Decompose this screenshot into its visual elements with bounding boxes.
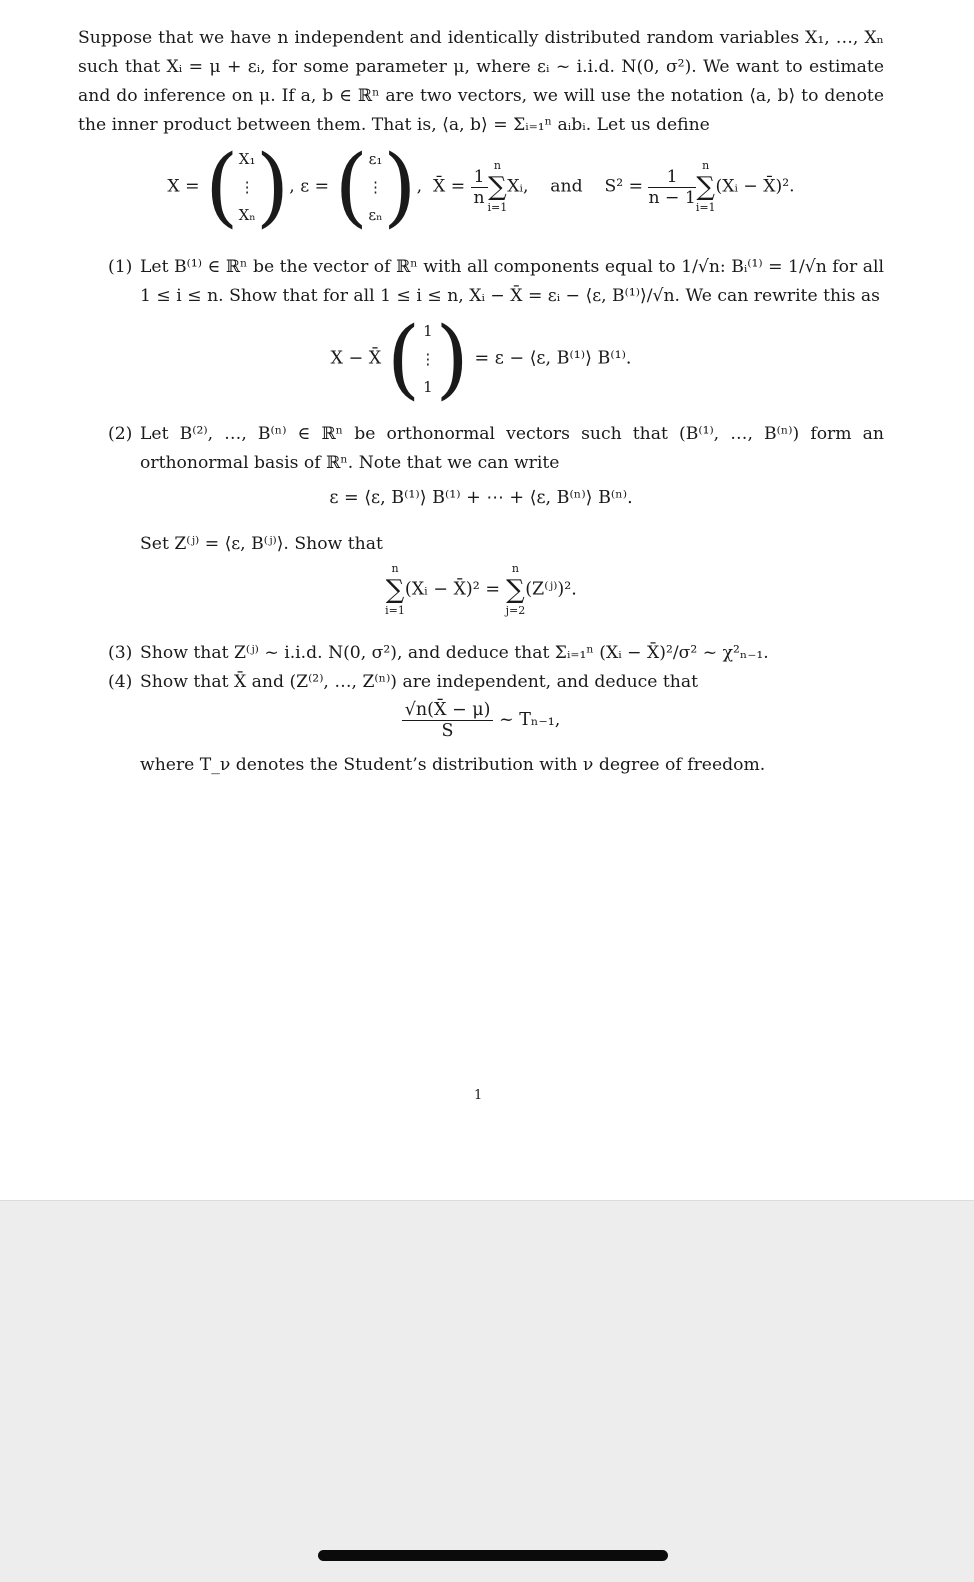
- question-4-where-text: where T_ν denotes the Student’s distribution with ν degree of freedom.: [140, 755, 766, 775]
- q1-eq-lhs: X − X̄: [330, 348, 382, 369]
- question-4-text: Show that X̄ and (Z⁽²⁾, …, Z⁽ⁿ⁾) are independent, and deduce that: [140, 672, 699, 692]
- sum-i: n ∑ i=1: [385, 562, 405, 617]
- eps-vector: [368, 145, 383, 229]
- question-3-number: (3): [108, 643, 133, 663]
- question-2-number: (2): [108, 424, 133, 444]
- s2-term: (Xᵢ − X̄)².: [715, 176, 795, 197]
- question-4-where: [108, 751, 884, 780]
- left-paren: (: [205, 137, 239, 237]
- question-1-text: Let B⁽¹⁾ ∈ ℝⁿ be the vector of ℝⁿ with all components equal to 1/√n: Bᵢ⁽¹⁾ = 1/√n for all 1 ≤ i ≤ n. Show that for all 1 ≤ i ≤ n, Xᵢ − X̄ = εᵢ − ⟨ε, B⁽¹⁾⟩/√n. We can rewrite this as: [140, 257, 884, 306]
- question-4-equation: [78, 700, 884, 741]
- x-vector-bottom: Xₙ: [238, 206, 256, 224]
- sum-i-term: (Xᵢ − X̄)² =: [404, 579, 500, 600]
- question-1-number: (1): [108, 257, 133, 277]
- question-2-set: [108, 530, 884, 559]
- question-2-basis-equation: ε = ⟨ε, B⁽¹⁾⟩ B⁽¹⁾ + ⋯ + ⟨ε, B⁽ⁿ⁾⟩ B⁽ⁿ⁾.: [329, 488, 633, 508]
- question-2-text: Let B⁽²⁾, …, B⁽ⁿ⁾ ∈ ℝⁿ be orthonormal vectors such that (B⁽¹⁾, …, B⁽ⁿ⁾) form an orthonormal basis of ℝⁿ. Note that we can write: [140, 424, 884, 473]
- eps-vector-dots: ⋮: [368, 178, 384, 196]
- intro-paragraph: Suppose that we have n independent and identically distributed random variables X₁, …, Xₙ such that Xᵢ = μ + εᵢ, for some parameter μ, where εᵢ ~ i.i.d. N(0, σ²). We want to estimate and do inference on μ. If a, b ∈ ℝⁿ are two vectors, we will use the notation ⟨a, b⟩ to denote the inner product between them. That is, ⟨a, b⟩ = Σᵢ₌₁ⁿ aᵢbᵢ. Let us define: [78, 28, 884, 135]
- left-paren: (: [334, 137, 369, 237]
- sum-j-term: (Z⁽ʲ⁾)².: [525, 579, 577, 600]
- def-xbar-lhs: X̄ =: [433, 176, 466, 197]
- question-3-text: Show that Z⁽ʲ⁾ ~ i.i.d. N(0, σ²), and deduce that Σᵢ₌₁ⁿ (Xᵢ − X̄)²/σ² ~ χ²ₙ₋₁.: [140, 643, 769, 663]
- definitions-equation: X = (X₁ ⋮ Xₙ), ε = (ε₁ ⋮ εₙ), X̄ = $\frac{1}{n}$ n ∑ i=1 Xᵢ, and S² = $\frac{1}{n - 1}$ n ∑ i=1 (Xᵢ − X̄)².: [167, 137, 795, 237]
- x-vector-top: X₁: [238, 150, 256, 168]
- eps-vector-top: ε₁: [368, 150, 383, 168]
- sum-j: n ∑ j=2: [505, 562, 526, 617]
- x-vector-dots: ⋮: [239, 178, 255, 196]
- viewer-background: [0, 1200, 974, 1582]
- left-paren: (: [386, 309, 421, 409]
- page-number: 1: [474, 1088, 483, 1103]
- document-content: [78, 24, 884, 775]
- xbar-fraction: $\frac{1}{n}$: [471, 167, 488, 208]
- def-x-lhs: X =: [167, 176, 200, 197]
- question-2: [108, 420, 884, 478]
- question-2-set-text: Set Z⁽ʲ⁾ = ⟨ε, B⁽ʲ⁾⟩. Show that: [140, 534, 383, 554]
- question-4: [108, 668, 884, 697]
- question-3: [108, 639, 884, 668]
- xbar-term: Xᵢ,: [507, 176, 529, 197]
- q1-eq-rhs: = ε − ⟨ε, B⁽¹⁾⟩ B⁽¹⁾.: [474, 348, 632, 369]
- right-paren: ): [383, 137, 417, 237]
- question-2-sum-equation: [78, 562, 884, 618]
- xbar-sum: n ∑ i=1: [487, 159, 508, 214]
- s2-fraction: $\frac{1}{n - 1}$: [648, 166, 696, 208]
- t-distribution: ~ Tₙ₋₁,: [498, 710, 561, 730]
- eps-vector-bottom: εₙ: [368, 206, 383, 224]
- ones-vector: 1 ⋮ 1: [420, 322, 436, 396]
- and-word: and: [550, 176, 583, 197]
- question-1: [108, 253, 884, 311]
- question-1-equation: [78, 309, 884, 409]
- t-statistic-fraction: $\frac{√n(X̄ - \mu)}{S}$: [402, 700, 494, 741]
- home-indicator[interactable]: [318, 1550, 668, 1561]
- question-4-number: (4): [108, 672, 133, 692]
- def-s2-lhs: S² =: [604, 176, 643, 197]
- right-paren: ): [435, 309, 469, 409]
- x-vector: [239, 145, 256, 229]
- right-paren: ): [255, 137, 290, 237]
- def-eps-lhs: ε =: [300, 176, 330, 197]
- s2-sum: n ∑ i=1: [695, 159, 716, 214]
